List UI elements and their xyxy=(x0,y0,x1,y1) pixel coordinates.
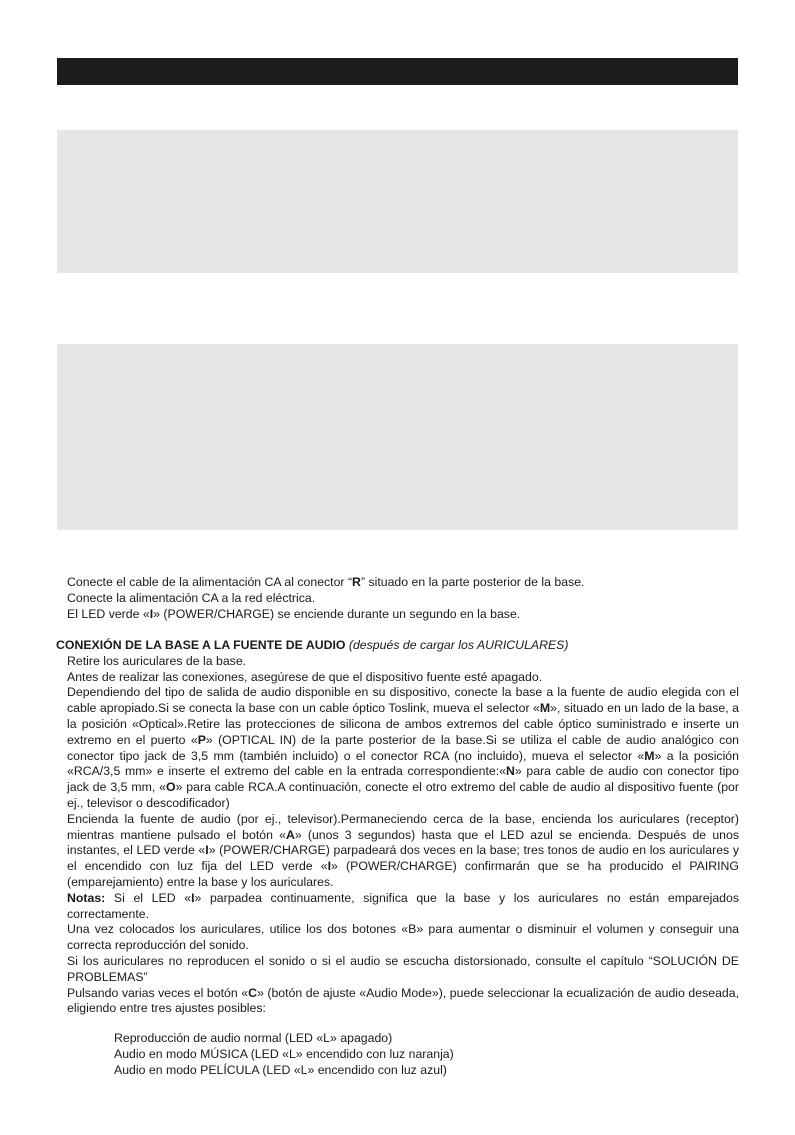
power-connection-steps xyxy=(56,575,739,622)
audio-mode-music: Audio en modo MÚSICA (LED «L» encendido con luz naranja) xyxy=(114,1046,454,1061)
header-bar xyxy=(57,58,738,85)
section-heading: CONEXIÓN DE LA BASE A LA FUENTE DE AUDIO (después de cargar los AURICULARES) xyxy=(56,638,569,652)
paragraph-notes: Notas: Si el LED «I» parpadea continuamente, significa que la base y los auriculares no están emparejados correctamente. xyxy=(67,890,739,921)
intro-line-2: Conecte la alimentación CA a la red eléctrica. xyxy=(67,590,316,605)
paragraph-pairing: Encienda la fuente de audio (por ej., televisor).Permaneciendo cerca de la base, encienda los auriculares (receptor) mientras mantiene pulsado el botón «A» (unos 3 segundos) hasta que el LED azul se encienda. Después de unos instantes, el LED verde «I» (POWER/CHARGE) parpadeará dos veces en la base; tres tonos de audio en los auriculares y el encendido con luz fija del LED verde «I» (POWER/CHARGE) confirmarán que se ha producido el PAIRING (emparejamiento) entre la base y los auriculares. xyxy=(67,811,739,889)
paragraph-power-off: Antes de realizar las conexiones, asegúrese de que el dispositivo fuente esté apagado. xyxy=(67,669,543,684)
paragraph-connect-cable: Dependiendo del tipo de salida de audio disponible en su dispositivo, conecte la base a la fuente de audio elegida con el cable apropiado.Si se conecta la base con un cable óptico Toslink, mueva el selector «M», situado en un lado de la base, a la posición «Optical».Retire las protecciones de silicona de ambos extremos del cable óptico suministrado e inserte un extremo en el puerto «P» (OPTICAL IN) de la parte posterior de la base.Si se utiliza el cable de audio analógico con conector tipo jack de 3,5 mm (también incluido) o el conector RCA (no incluido), mueva el selector «M» a la posición «RCA/3,5 mm» e inserte el extremo del cable en la entrada correspondiente:«N» para cable de audio con conector tipo jack de 3,5 mm, «O» para cable RCA.A continuación, conecte el otro extremo del cable de audio al dispositivo fuente (por ej., televisor o descodificador) xyxy=(67,685,739,810)
paragraph-volume: Una vez colocados los auriculares, utilice los dos botones «B» para aumentar o disminuir el volumen y conseguir una correcta reproducción del sonido. xyxy=(67,922,739,953)
gray-panel-middle xyxy=(57,344,738,530)
paragraph-troubleshooting: Si los auriculares no reproducen el sonido o si el audio se escucha distorsionado, consulte el capítulo “SOLUCIÓN DE PROBLEMAS” xyxy=(67,953,739,984)
audio-mode-normal: Reproducción de audio normal (LED «L» apagado) xyxy=(114,1031,393,1046)
audio-mode-list xyxy=(56,1031,739,1078)
gray-panel-top xyxy=(57,130,738,273)
intro-line-3: El LED verde «I» (POWER/CHARGE) se enciende durante un segundo en la base. xyxy=(67,606,521,621)
audio-source-section xyxy=(56,638,739,1079)
paragraph-audio-mode: Pulsando varias veces el botón «C» (botón de ajuste «Audio Mode»), puede seleccionar la ecualización de audio deseada, eligiendo entre tres ajustes posibles: xyxy=(67,985,740,1016)
paragraph-remove-headphones: Retire los auriculares de la base. xyxy=(67,653,247,668)
intro-line-1: Conecte el cable de la alimentación CA al conector “R” situado en la parte posterior de la base. xyxy=(67,575,585,589)
audio-mode-movie: Audio en modo PELÍCULA (LED «L» encendido con luz azul) xyxy=(114,1062,447,1077)
